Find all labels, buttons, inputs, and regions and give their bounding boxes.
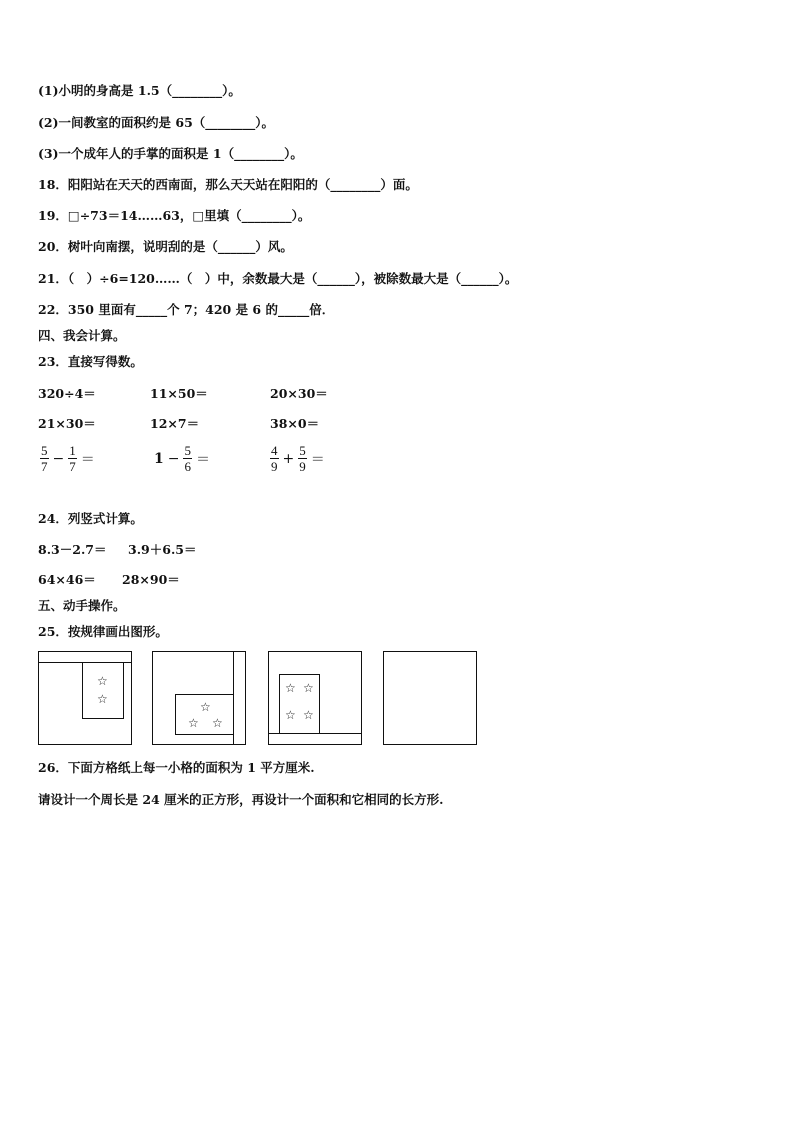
calc-24-a: 8.3－2.7＝	[38, 542, 107, 557]
star-icon: ☆	[212, 716, 223, 730]
pattern-figure-1	[38, 651, 132, 745]
star-icon: ☆	[188, 716, 199, 730]
fraction: $\frac{5}{9}$	[299, 443, 306, 474]
section-4-heading: 四、我会计算。	[38, 328, 126, 343]
star-icon: ☆	[285, 681, 296, 695]
question-17-3: (3)一个成年人的手掌的面积是 1（________）。	[38, 146, 303, 161]
star-icon: ☆	[303, 708, 314, 722]
question-18: 18．阳阳站在天天的西南面，那么天天站在阳阳的（________）面。	[38, 177, 418, 192]
calc-23-b: 11×50＝	[150, 386, 208, 401]
fraction: $\frac{5}{7}$	[41, 443, 48, 474]
calc-24-b: 3.9＋6.5＝	[128, 542, 197, 557]
calc-23-c: 20×30＝	[270, 386, 328, 401]
inner-rect	[82, 662, 124, 719]
question-21: 21．（ ）÷6=120……（ ）中，余数最大是（______），被除数最大是（______）。	[38, 271, 518, 286]
fraction-expr-2: 1 − $\frac{5}{6}$ ＝	[154, 443, 210, 474]
question-24: 24．列竖式计算。	[38, 511, 143, 526]
star-icon: ☆	[285, 708, 296, 722]
question-20: 20．树叶向南摆，说明刮的是（______）风。	[38, 239, 293, 254]
fraction-expr-3: $\frac{4}{9}$ + $\frac{5}{9}$ ＝	[271, 443, 325, 474]
calc-23-f: 38×0＝	[270, 416, 320, 431]
question-26: 26．下面方格纸上每一小格的面积为 1 平方厘米.	[38, 760, 315, 775]
question-19: 19．□÷73＝14……63，□里填（________）。	[38, 208, 311, 223]
star-icon: ☆	[97, 674, 108, 688]
calc-23-d: 21×30＝	[38, 416, 96, 431]
fraction: $\frac{4}{9}$	[271, 443, 278, 474]
question-17-2: (2)一间教室的面积约是 65（________）。	[38, 115, 275, 130]
calc-24-d: 28×90＝	[122, 572, 180, 587]
inner-rect	[175, 694, 234, 735]
fraction-expr-1: $\frac{5}{7}$ − $\frac{1}{7}$ ＝	[41, 443, 95, 474]
question-25: 25．按规律画出图形。	[38, 624, 168, 639]
pattern-figure-4-answer[interactable]	[383, 651, 477, 745]
calc-23-e: 12×7＝	[150, 416, 200, 431]
pattern-figure-3	[268, 651, 362, 745]
question-22: 22．350 里面有_____个 7；420 是 6 的_____倍．	[38, 302, 335, 317]
question-17-1: (1)小明的身高是 1.5（________）。	[38, 83, 241, 98]
star-icon: ☆	[200, 700, 211, 714]
star-icon: ☆	[303, 681, 314, 695]
fraction: $\frac{1}{7}$	[69, 443, 76, 474]
calc-24-c: 64×46＝	[38, 572, 96, 587]
inner-rect	[279, 674, 320, 734]
calc-23-a: 320÷4＝	[38, 386, 96, 401]
star-icon: ☆	[97, 692, 108, 706]
question-23: 23．直接写得数。	[38, 354, 143, 369]
pattern-figure-2	[152, 651, 246, 745]
question-26-instruction: 请设计一个周长是 24 厘米的正方形，再设计一个面积和它相同的长方形.	[38, 792, 444, 807]
section-5-heading: 五、动手操作。	[38, 598, 126, 613]
fraction: $\frac{5}{6}$	[184, 443, 191, 474]
